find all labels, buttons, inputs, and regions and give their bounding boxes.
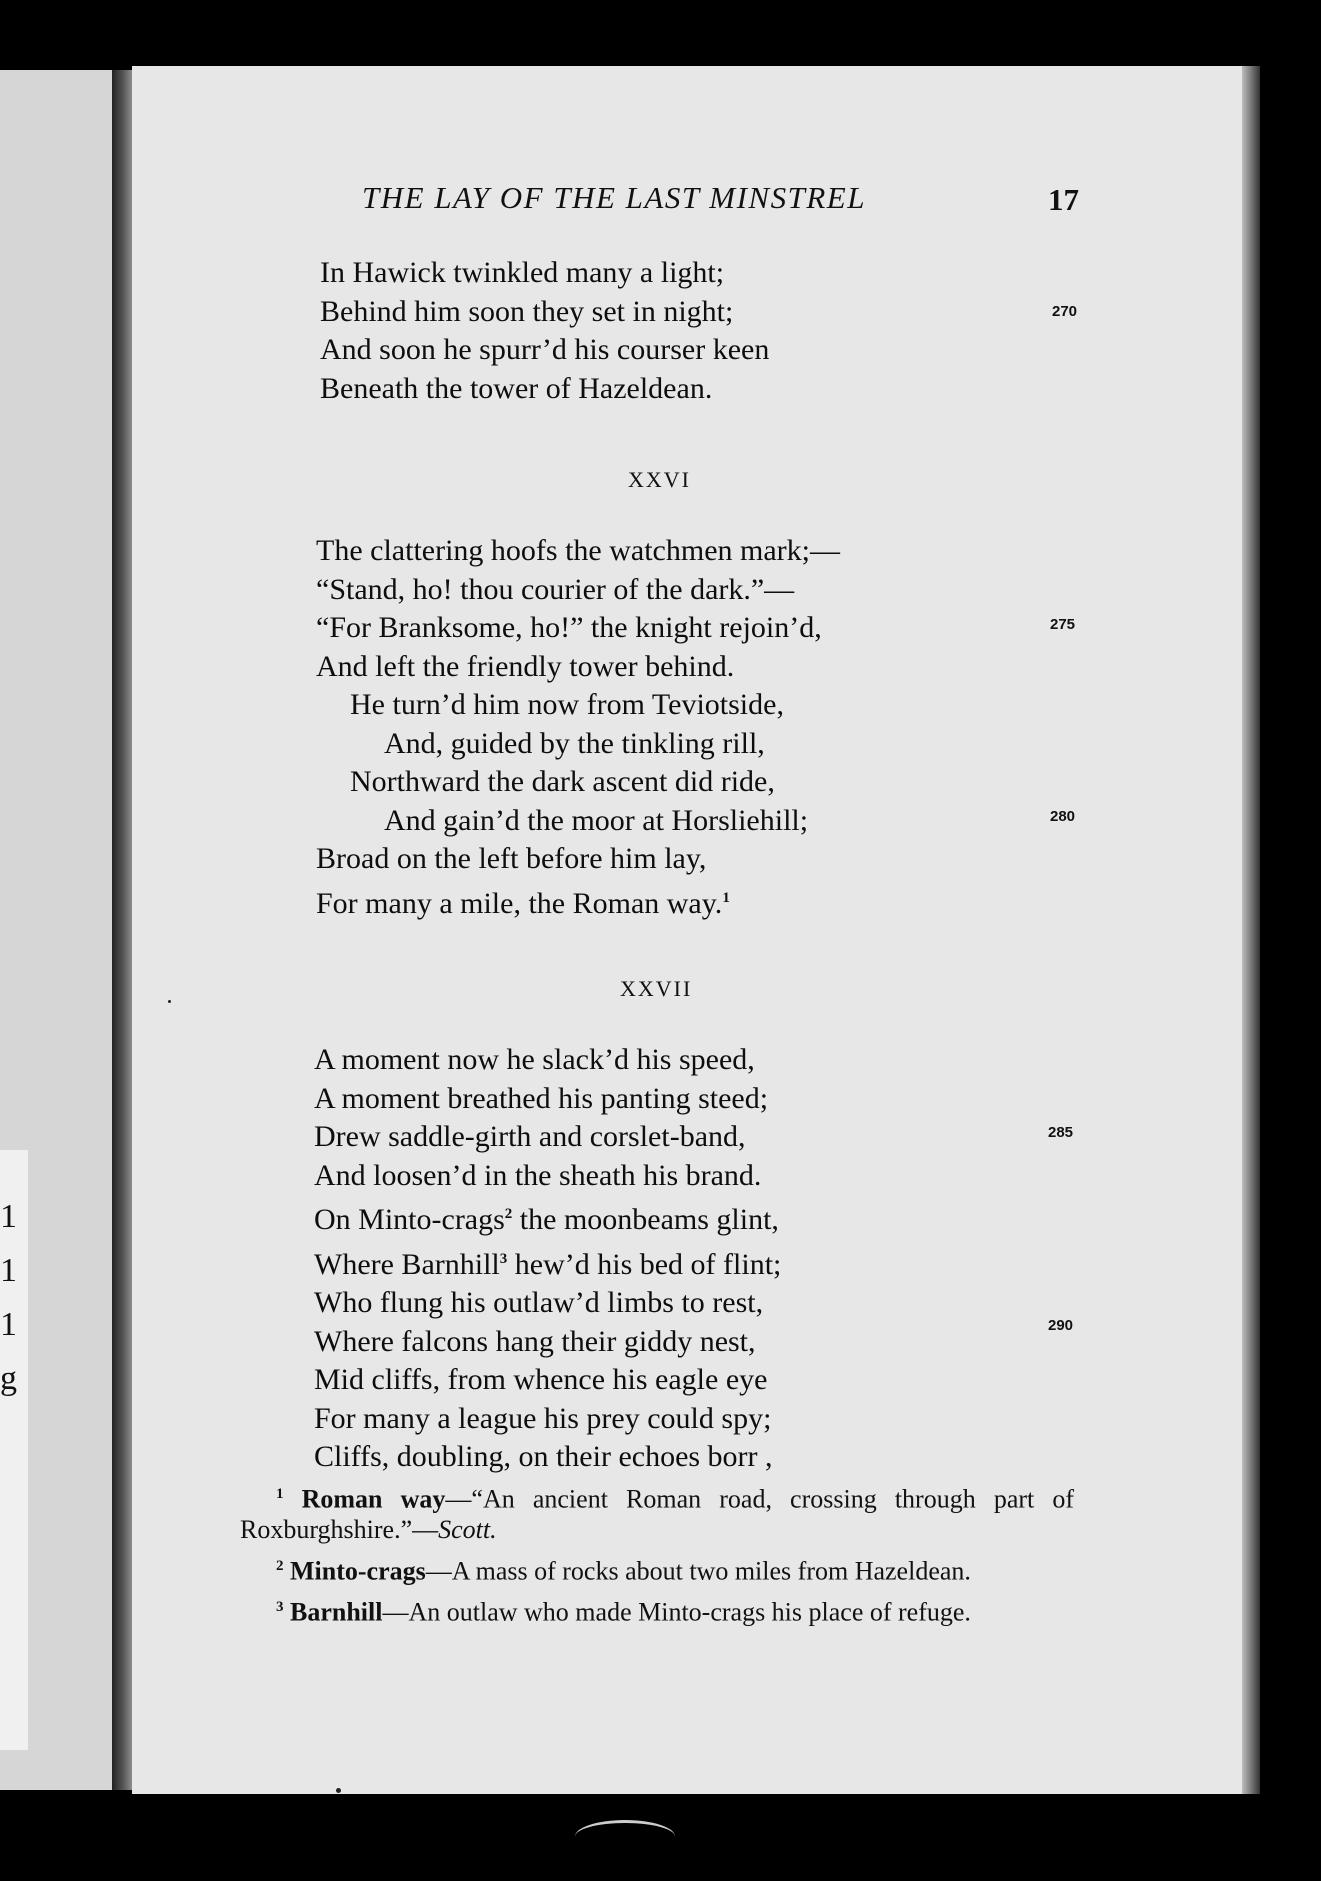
scan-artifact (575, 1820, 675, 1853)
footnotes (240, 1479, 1074, 1634)
line-number: 280 (1050, 808, 1076, 825)
verse-line: Mid cliffs, from whence his eagle eye (314, 1363, 768, 1396)
verse-line: “Stand, ho! thou courier of the dark.”— (316, 572, 795, 606)
verse-line: In Hawick twinkled many a light; (320, 256, 725, 289)
verse-line: Cliffs, doubling, on their echoes borr , (314, 1440, 773, 1473)
footnote (240, 1551, 1074, 1587)
verse-line: Beneath the tower of Hazeldean. (320, 371, 713, 405)
footnote-reference: 3 (499, 1250, 508, 1267)
footnote-term: Roman way (301, 1484, 446, 1514)
footnote-number: 3 (276, 1599, 284, 1616)
page-number: 17 (1048, 182, 1079, 217)
verse-line-with-note: On Minto-crags$^2$ the moonbeams glint, (314, 1203, 779, 1236)
footnote-text: —An outlaw who made Minto-crags his place of refuge. (382, 1597, 971, 1627)
verse-line-with-note (316, 879, 840, 924)
footnote-term: Barnhill (290, 1597, 383, 1627)
verse-line: For many a league his prey could spy; (314, 1401, 772, 1435)
footnote (240, 1479, 1074, 1545)
verse-line: And left the friendly tower behind. (316, 649, 735, 683)
footnote-text: —A mass of rocks about two miles from Hazeldean. (425, 1556, 971, 1586)
running-head: THE LAY OF THE LAST MINSTREL (362, 180, 866, 215)
verse-line: And loosen’d in the sheath his brand. (314, 1158, 762, 1192)
footnote-attribution: Scott. (438, 1514, 497, 1544)
book-gutter (112, 70, 134, 1790)
verse-line: And gain’d the moor at Horsliehill; (384, 803, 809, 837)
stanza-numeral: XXVII (620, 976, 693, 1001)
page-edge-shadow (1242, 66, 1260, 1794)
verse-line: Behind him soon they set in night; (320, 294, 734, 328)
line-number: 275 (1050, 616, 1076, 633)
footnote (240, 1592, 1074, 1628)
speck (168, 1000, 171, 1003)
footnote-reference: 2 (504, 1206, 513, 1222)
verse-line: Northward the dark ascent did ride, (350, 765, 775, 798)
verse-line: He turn’d him now from Teviotside, (350, 688, 784, 721)
verse-line: And soon he spurr’d his courser keen (320, 333, 770, 366)
footnote-number: 1 (276, 1486, 284, 1502)
verse-line: And, guided by the tinkling rill, (384, 726, 765, 760)
verse-line-text: For many a mile, the Roman way. (316, 886, 723, 920)
verse-line: The clattering hoofs the watchmen mark;— (316, 534, 840, 567)
verse-stanza-continued (320, 254, 769, 408)
previous-page-text-fragments: 1 1 1 g (0, 1198, 17, 1397)
verse-line: A moment breathed his panting steed; (314, 1081, 769, 1115)
footnote-term: Minto-crags (290, 1556, 426, 1586)
verse-line: Who flung his outlaw’d limbs to rest, (314, 1286, 764, 1319)
verse-stanza-xxvi (316, 532, 840, 923)
verse-line: A moment now he slack’d his speed, (314, 1043, 755, 1076)
line-number: 290 (1048, 1317, 1074, 1334)
footnote-text: —“An ancient Roman road, crossing through part of Roxburghshire.”— (240, 1484, 1075, 1544)
footnote-number: 2 (276, 1557, 284, 1574)
verse-line: Drew saddle-girth and corslet-band, (314, 1120, 746, 1153)
verse-line: Where falcons hang their giddy nest, (314, 1324, 756, 1358)
stanza-numeral: XXVI (628, 467, 691, 492)
verse-line: “For Branksome, ho!” the knight rejoin’d, (316, 611, 822, 644)
footnote-reference: 1 (722, 889, 730, 906)
speck (336, 1788, 341, 1793)
verse-line: Broad on the left before him lay, (316, 842, 707, 875)
line-number: 285 (1048, 1124, 1074, 1141)
verse-line-with-note: Where Barnhill$^3$ hew’d his bed of flint; (314, 1247, 782, 1281)
verse-stanza-xxvii (314, 1041, 781, 1477)
line-number: 270 (1052, 303, 1078, 320)
